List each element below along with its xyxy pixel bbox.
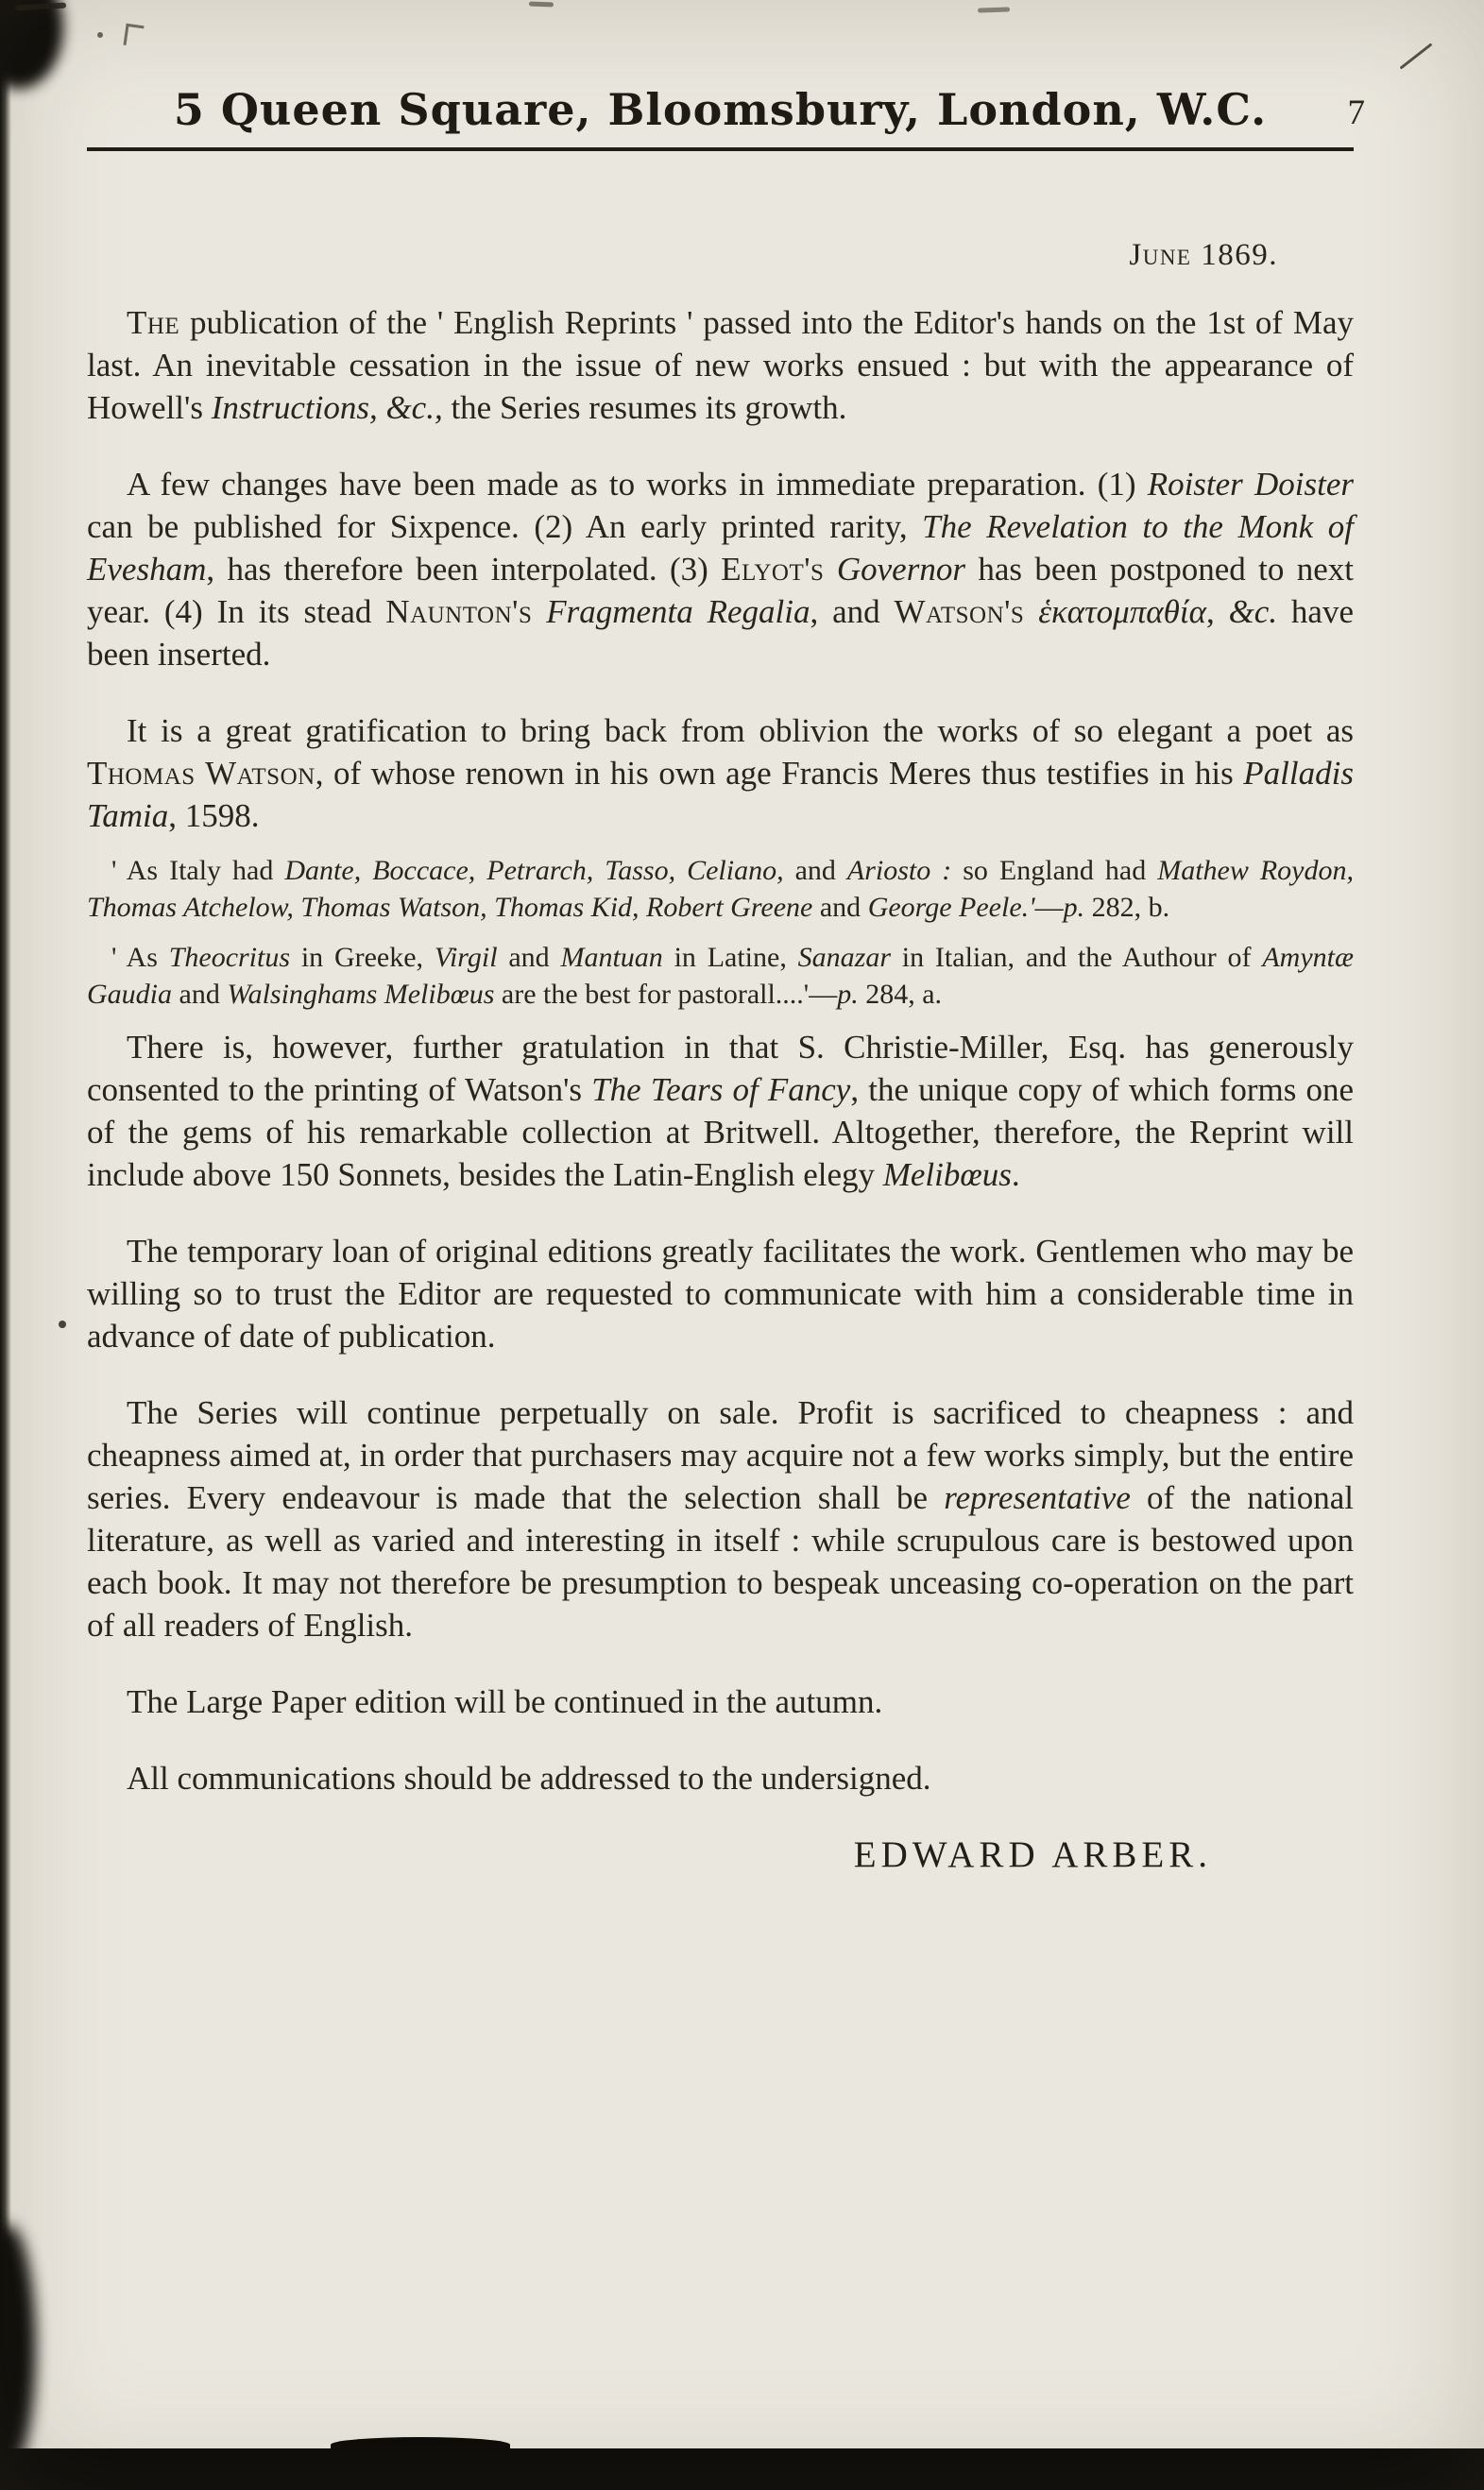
italic-text-segment: Mantuan	[560, 942, 663, 973]
paragraph-changes	[87, 463, 1354, 675]
text-segment: It is a great gratification to bring back from oblivion the works of so elegant a poet as	[127, 712, 1354, 749]
italic-text-segment: &c.	[1228, 593, 1278, 630]
text-segment: , has therefore been interpolated. (3)	[206, 551, 722, 588]
text-segment: , of whose renown in his own age Francis Meres thus testifies in his	[315, 755, 1244, 792]
paragraph-large-paper	[87, 1680, 1354, 1723]
smallcaps-text-segment: Naunton's	[385, 593, 533, 630]
italic-text-segment: Governor	[836, 551, 965, 588]
italic-text-segment: representative	[944, 1479, 1131, 1516]
italic-text-segment: George Peele.'	[867, 892, 1035, 923]
text-segment: All communications should be addressed to the undersigned.	[127, 1760, 931, 1797]
italic-text-segment: p.	[837, 979, 859, 1010]
signature: EDWARD ARBER.	[853, 1834, 1212, 1875]
page-number: 7	[1347, 94, 1365, 132]
italic-text-segment: Walsinghams Melibœus	[227, 979, 495, 1010]
text-segment: in Latine,	[662, 942, 798, 973]
italic-text-segment: The Revelation to the Monk of Evesham	[87, 508, 1354, 588]
text-segment: in Italian, and the Authour of	[891, 942, 1263, 973]
paragraph-christie-miller	[87, 1026, 1354, 1196]
italic-text-segment: ἑκατομπαθία	[1038, 593, 1206, 630]
text-segment: —	[1034, 892, 1064, 923]
text-segment: so England had	[951, 855, 1158, 886]
smallcaps-text-segment: Thomas Watson	[87, 755, 316, 792]
text-segment: and	[172, 979, 228, 1010]
text-segment: .	[1011, 1156, 1020, 1193]
header-address: 5 Queen Square, Bloomsbury, London, W.C.	[173, 84, 1268, 135]
scan-artifact-bottom-left-blob	[0, 2226, 36, 2471]
text-segment: and	[783, 855, 847, 886]
italic-text-segment: Dante, Boccace, Petrarch, Tasso, Celiano,	[284, 855, 784, 886]
text-segment	[824, 551, 836, 588]
text-segment: in Greeke,	[290, 942, 435, 973]
text-segment: ' As	[111, 942, 169, 973]
italic-text-segment: Amyntæ Gaudia	[87, 942, 1354, 1010]
text-segment: , 1598.	[168, 797, 260, 834]
text-segment: of the national literature, as well as varied and interesting in itself : while scrupulous care is bestowed upon each book. It may not therefore be presumption to bespeak unceasing co-operation on the part of all readers of English.	[87, 1479, 1354, 1644]
italic-text-segment: Fragmenta Regalia	[546, 593, 810, 630]
date-line: June 1869.	[1129, 238, 1278, 272]
italic-text-segment: The Tears of Fancy	[591, 1071, 851, 1108]
italic-text-segment: Mathew Roydon, Thomas Atchelow, Thomas Watson, Thomas Kid, Robert Greene	[87, 855, 1354, 923]
text-segment: publication of the ' English Reprints ' passed into the Editor's hands on the 1st of May last. An inevitable cessation in the issue of new works ensued : but with the appearance of Howell's	[87, 304, 1354, 426]
scan-artifact-bottom-bar	[0, 2448, 1484, 2490]
text-segment: the Series resumes its growth.	[442, 389, 847, 426]
text-segment: are the best for pastorall....'—	[494, 979, 838, 1010]
italic-text-segment: Melibœus	[882, 1156, 1012, 1193]
paragraph-watson	[87, 709, 1354, 837]
page-header	[87, 81, 1365, 140]
italic-text-segment: p.	[1063, 892, 1085, 923]
smallcaps-text-segment: Watson's	[894, 593, 1025, 630]
document-body	[87, 301, 1354, 1799]
text-segment: The Large Paper edition will be continued in the autumn.	[127, 1683, 883, 1720]
quote-meres-1	[87, 852, 1354, 926]
text-segment: 284, a.	[858, 979, 943, 1010]
text-segment: ' As Italy had	[111, 855, 285, 886]
italic-text-segment: Ariosto :	[846, 855, 952, 886]
italic-text-segment: Sanazar	[797, 942, 891, 973]
italic-text-segment: Instructions, &c.,	[211, 389, 443, 426]
text-segment: There is, however, further gratulation in that S. Christie-Miller, Esq. has generously consented to the printing of Watson's	[87, 1029, 1354, 1108]
italic-text-segment: Virgil	[434, 942, 498, 973]
text-segment: have been inserted.	[87, 593, 1355, 673]
text-segment	[1024, 593, 1038, 630]
text-segment: can be published for Sixpence. (2) An early printed rarity,	[87, 508, 923, 545]
text-segment: has been postponed to next year. (4) In its stead	[87, 551, 1354, 630]
text-segment: A few changes have been made as to works in immediate preparation. (1)	[127, 466, 1148, 503]
text-segment: The Series will continue perpetually on sale. Profit is sacrificed to cheapness : and cheapness aimed at, in order that purchasers may acquire not a few works simply, but the entire series. Every endeavour is made that the selection shall be	[87, 1394, 1354, 1516]
italic-text-segment: Roister Doister	[1147, 466, 1354, 503]
header-rule	[87, 147, 1354, 151]
text-segment: and	[497, 942, 561, 973]
italic-text-segment: Theocritus	[168, 942, 291, 973]
italic-text-segment: Palladis Tamia	[87, 755, 1354, 834]
quote-meres-2	[87, 939, 1354, 1013]
smallcaps-text-segment: Elyot's	[721, 551, 825, 588]
paragraph-communications	[87, 1757, 1354, 1799]
text-segment: ,	[1205, 593, 1229, 630]
text-segment: and	[812, 892, 868, 923]
text-segment: 282, b.	[1084, 892, 1170, 923]
text-segment: , the unique copy of which forms one of the gems of his remarkable collection at Britwell. Altogether, therefore, the Reprint will include above 150 Sonnets, besides the Latin-English elegy	[87, 1071, 1355, 1193]
text-segment: , and	[810, 593, 895, 630]
text-segment	[532, 593, 546, 630]
paragraph-series	[87, 1391, 1354, 1646]
paragraph-publication	[87, 301, 1354, 429]
text-segment: The temporary loan of original editions greatly facilitates the work. Gentlemen who may be willing so to trust the Editor are requested to communicate with him a considerable time in advance of date of publication.	[87, 1233, 1354, 1355]
paragraph-loan	[87, 1230, 1354, 1357]
smallcaps-text-segment: The	[127, 304, 180, 341]
